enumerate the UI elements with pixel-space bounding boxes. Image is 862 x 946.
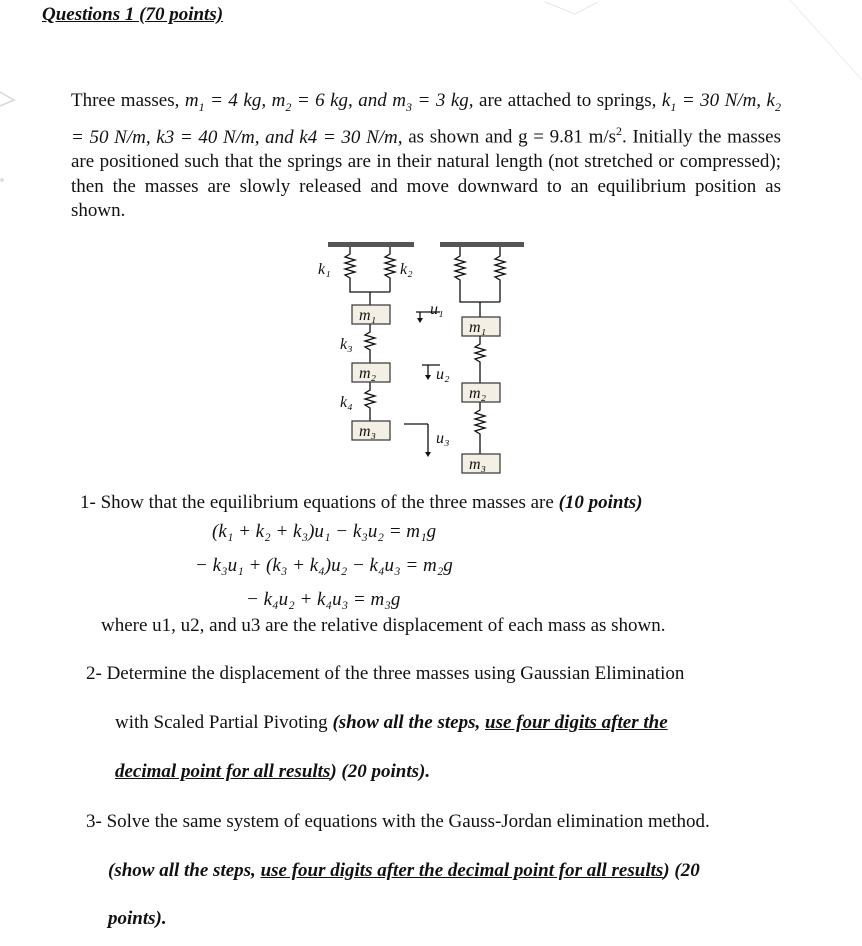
label-k3: k₃ [340,336,353,353]
question-2-line-2: with Scaled Partial Pivoting (show all the steps, use four digits after the [115,712,668,733]
label-u3: u₃ [436,430,450,447]
right-ceiling [440,242,524,247]
spring-mass-diagram [300,232,530,482]
label-m2-left: m₂ [359,365,377,382]
label-m2-right: m₂ [469,385,487,402]
label-k1: k₁ [318,261,331,278]
question-1-note: where u1, u2, and u3 are the relative displacement of each mass as shown. [101,615,666,636]
spring-right-3 [475,402,485,454]
spring-right-2 [475,336,485,383]
spring-right-1 [455,247,500,302]
label-u2: u₂ [436,366,450,383]
question-2-line-1: 2- Determine the displacement of the three masses using Gaussian Elimination [86,663,685,684]
problem-statement: Three masses, $m_1 = 4$ kg, $m_2 = 6$ kg, and $m_3 = 3$ kg, are attached to springs, $k_1 = 30$ N/m, $k_2 = 50$ N/m, k3 = 40 N/m, and k4 = 30 N/m, as shown and g = 9.81 $m/s^2$. Initially the masses are positioned such that the springs are in their natural length (not stretched or compressed); then the masses are slowly released and move downward to an equilibrium position as shown. [71,90,781,222]
page-title: Questions 1 (70 points) [42,4,224,25]
spring-k3 [365,324,375,363]
equation-2: − k₃u₁ + (k₃ + k₄)u₂ − k₄u₃ = m₂g [195,555,453,576]
label-k2: k₂ [400,261,413,278]
question-2-line-3: decimal point for all results) (20 points). [115,761,431,782]
equation-3: − k₄u₂ + k₄u₃ = m₃g [246,589,401,610]
question-3-line-1: 3- Solve the same system of equations with the Gauss-Jordan elimination method. [86,811,710,832]
label-m3-right: m₃ [469,456,487,473]
question-1: 1- Show that the equilibrium equations of the three masses are (10 points) [80,492,643,513]
question-3-line-3: points). [108,908,167,929]
spring-k1 [345,247,390,292]
spring-k2 [385,247,395,292]
label-k4: k₄ [340,394,353,411]
label-m1-right: m₁ [469,319,487,336]
label-m3-left: m₃ [359,423,377,440]
label-u1: u₁ [430,301,444,318]
equation-1: (k₁ + k₂ + k₃)u₁ − k₃u₂ = m₁g [212,521,437,542]
label-m1-left: m₁ [359,307,377,324]
question-3-line-2: (show all the steps, use four digits after the decimal point for all results) (20 [108,860,700,881]
spring-k4 [365,382,375,421]
left-ceiling [328,242,414,247]
